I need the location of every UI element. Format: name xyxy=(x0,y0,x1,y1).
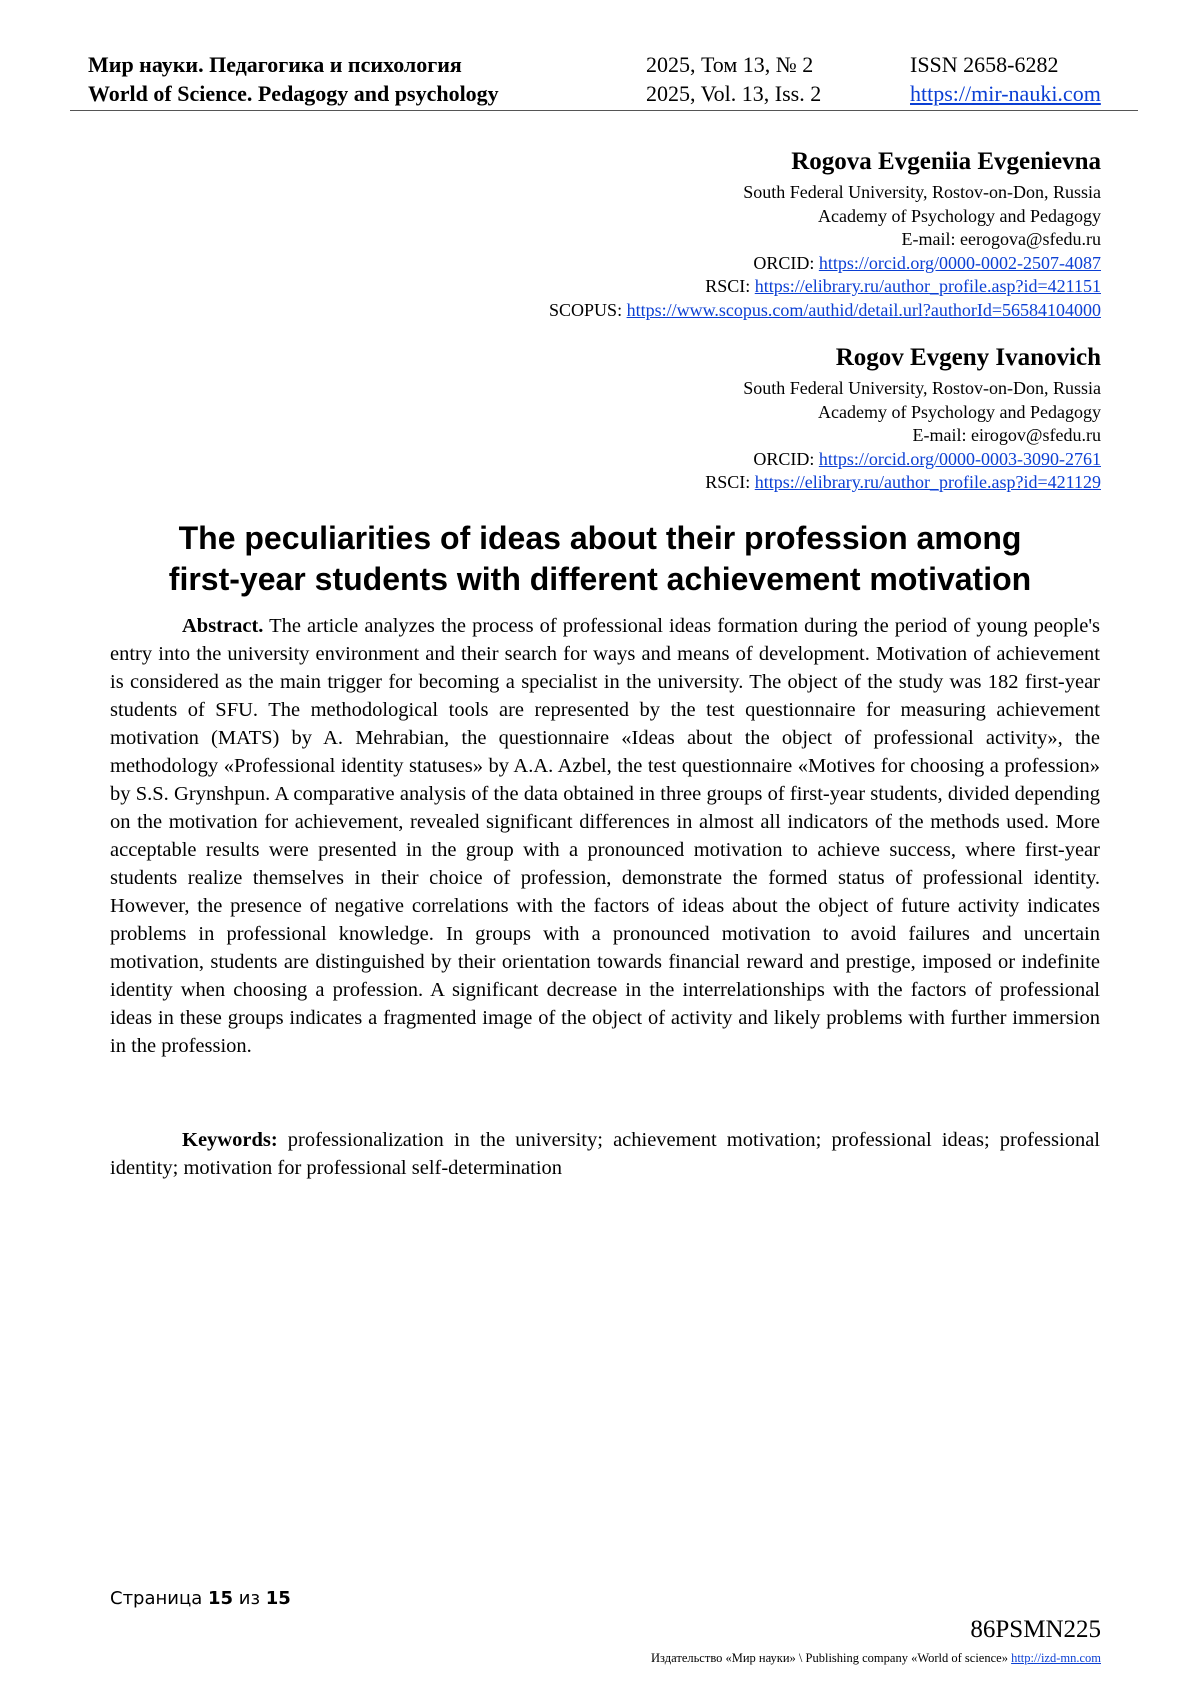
author-orcid xyxy=(549,252,1101,276)
header-row-en xyxy=(88,79,1124,108)
author-department: Academy of Psychology and Pedagogy xyxy=(818,401,1101,422)
abstract-label: Abstract. xyxy=(182,615,264,637)
author-affiliation: South Federal University, Rostov-on-Don, Russia xyxy=(743,182,1101,202)
journal-title-en: World of Science. Pedagogy and psychology xyxy=(88,81,499,106)
article-title xyxy=(90,518,1110,600)
author-name: Rogova Evgeniia Evgenievna xyxy=(791,148,1101,175)
running-header xyxy=(88,50,1124,108)
rsci-label: RSCI: xyxy=(705,276,755,296)
rsci-link[interactable]: https://elibrary.ru/author_profile.asp?id=421151 xyxy=(754,276,1101,296)
title-line-1: The peculiarities of ideas about their profession among xyxy=(178,520,1022,556)
journal-site-link[interactable]: https://mir-nauki.com xyxy=(910,81,1101,106)
publisher-link[interactable]: http://izd-mn.com xyxy=(1011,1651,1101,1665)
rsci-link[interactable]: https://elibrary.ru/author_profile.asp?id=421129 xyxy=(754,472,1101,492)
author-email: E-mail: eirogov@sfedu.ru xyxy=(912,425,1101,445)
scopus-link[interactable]: https://www.scopus.com/authid/detail.url?authorId=56584104000 xyxy=(626,299,1101,320)
abstract xyxy=(110,612,1100,1060)
keywords-label: Keywords: xyxy=(182,1129,278,1151)
issue-en: 2025, Vol. 13, Iss. 2 xyxy=(646,81,822,106)
issue-ru: 2025, Том 13, № 2 xyxy=(646,52,814,77)
author-orcid xyxy=(705,448,1101,472)
author-block-2 xyxy=(705,342,1101,495)
abstract-text: The article analyzes the process of professional ideas formation during the period of young people's entry into the university environment and their search for ways and means of development. Motivation of achievement is considered as the main trigger for becoming a specialist in the university. The object of the study was 182 first-year students of SFU. The methodological tools are represented by the test questionnaire for measuring achievement motivation (MATS) by A. Mehrabian, the questionnaire «Ideas about the object of professional activity», the methodology «Professional identity statuses» by A.A. Azbel, the test questionnaire «Motives for choosing a profession» by S.S. Grynshpun. A comparative analysis of the data obtained in three groups of first-year students, divided depending on the motivation for achievement, revealed significant differences in almost all indicators of the methods used. More acceptable results were presented in the group with a pronounced motivation to achieve success, where first-year students realize themselves in their choice of profession, demonstrate the formed status of professional identity. However, the presence of negative correlations with the factors of ideas about the object of future activity indicates problems in professional knowledge. In groups with a pronounced motivation to avoid failures and uncertain motivation, students are distinguished by their orientation towards financial reward and prestige, imposed or indefinite identity when choosing a profession. A significant decrease in the interrelationships with the factors of professional ideas in these groups indicates a fragmented image of the object of activity and likely problems with further immersion in the profession. xyxy=(110,615,1100,1057)
orcid-label: ORCID: xyxy=(753,252,819,273)
author-block-1 xyxy=(549,146,1101,322)
scopus-label: SCOPUS: xyxy=(549,299,627,320)
issn: ISSN 2658-6282 xyxy=(910,52,1059,77)
title-line-2: first-year students with different achievement motivation xyxy=(168,561,1032,597)
author-email: E-mail: eerogova@sfedu.ru xyxy=(901,229,1101,249)
author-rsci xyxy=(705,471,1101,495)
page-number xyxy=(110,1588,291,1609)
page-current: 15 xyxy=(207,1588,234,1609)
keywords-text: professionalization in the university; achievement motivation; professional ideas; professional identity; motivation for professional self-determination xyxy=(110,1129,1100,1179)
publisher-line xyxy=(651,1651,1101,1666)
rsci-label: RSCI: xyxy=(705,472,755,492)
keywords xyxy=(110,1126,1100,1182)
author-affiliation: South Federal University, Rostov-on-Don, Russia xyxy=(743,378,1101,398)
author-name: Rogov Evgeny Ivanovich xyxy=(835,344,1101,371)
author-rsci xyxy=(549,275,1101,299)
journal-title-ru: Мир науки. Педагогика и психология xyxy=(88,52,462,77)
publisher-text: Издательство «Мир науки» \ Publishing company «World of science» xyxy=(651,1651,1012,1665)
header-row-ru xyxy=(88,50,1124,79)
header-divider xyxy=(70,110,1138,111)
author-scopus xyxy=(549,299,1101,323)
page-prefix: Страница xyxy=(110,1588,208,1609)
orcid-label: ORCID: xyxy=(753,448,819,469)
page-total: 15 xyxy=(265,1588,291,1609)
orcid-link[interactable]: https://orcid.org/0000-0002-2507-4087 xyxy=(818,252,1101,273)
page-separator: из xyxy=(233,1588,266,1609)
orcid-link[interactable]: https://orcid.org/0000-0003-3090-2761 xyxy=(818,448,1101,469)
author-department: Academy of Psychology and Pedagogy xyxy=(818,205,1101,226)
article-code: 86PSMN225 xyxy=(970,1616,1101,1643)
